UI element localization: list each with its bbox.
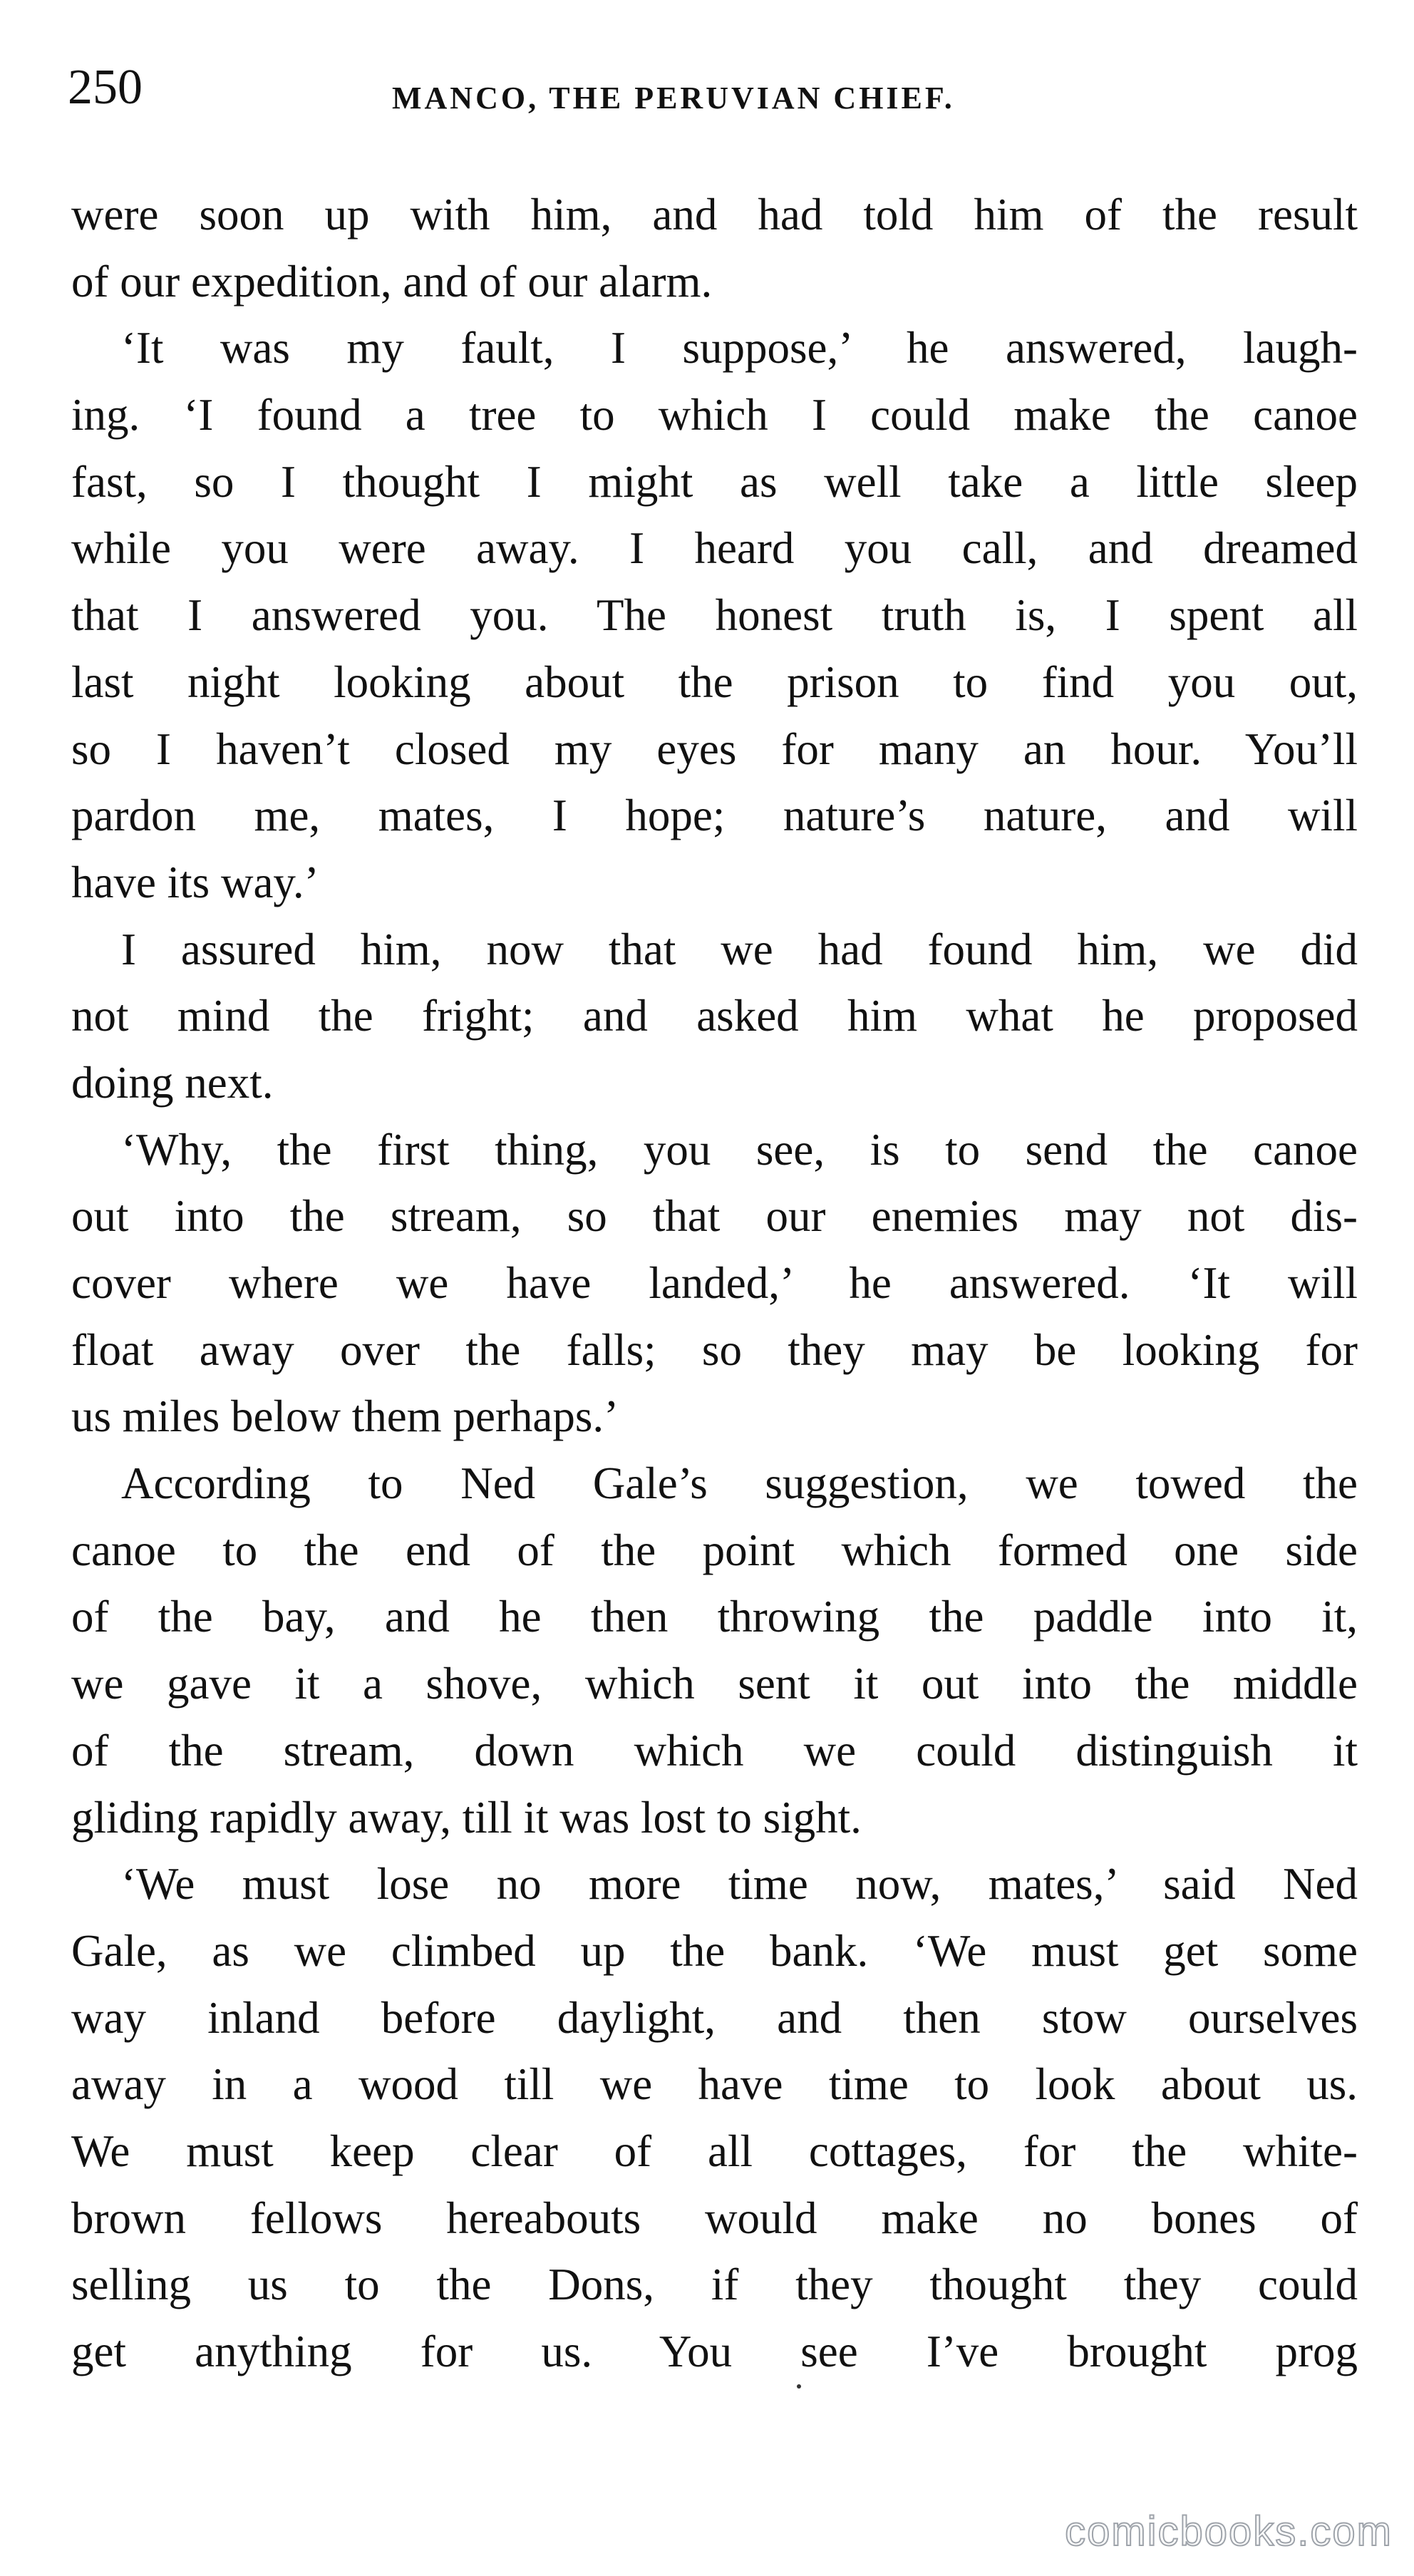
text-line: out into the stream, so that our enemies may not dis- [71,1191,1358,1242]
body-text [71,182,1358,2386]
text-line: I assured him, now that we had found him, we did [121,924,1358,974]
text-line: have its way.’ [71,857,319,907]
text-line: ‘Why, the first thing, you see, is to send the canoe [121,1124,1358,1175]
text-line: Gale, as we climbed up the bank. ‘We must get some [71,1925,1358,1976]
text-line: According to Ned Gale’s suggestion, we towed the [121,1458,1358,1509]
text-line: doing next. [71,1057,274,1108]
text-line: while you were away. I heard you call, and dreamed [71,523,1358,574]
text-line: us miles below them perhaps.’ [71,1391,619,1442]
text-line: were soon up with him, and had told him of the result [71,190,1358,239]
text-line: of our expedition, and of our alarm. [71,256,713,306]
text-line: We must keep clear of all cottages, for the white- [71,2126,1358,2176]
text-line: of the bay, and he then throwing the paddle into it, [71,1592,1358,1642]
ink-speck [797,2384,801,2389]
text-line: last night looking about the prison to find you out, [71,656,1358,707]
text-line: way inland before daylight, and then stow ourselves [71,1992,1358,2043]
text-line: float away over the falls; so they may be looking for [71,1324,1358,1375]
running-title: MANCO, THE PERUVIAN CHIEF. [392,81,955,115]
text-line: we gave it a shove, which sent it out into the middle [71,1659,1358,1709]
text-line: cover where we have landed,’ he answered. ‘It will [71,1258,1358,1308]
text-line: not mind the fright; and asked him what he proposed [71,991,1358,1041]
text-line: ‘It was my fault, I suppose,’ he answered, laugh- [121,323,1358,373]
text-line: brown fellows hereabouts would make no bones of [71,2193,1358,2243]
text-line: of the stream, down which we could distinguish it [71,1725,1358,1776]
text-line: ing. ‘I found a tree to which I could make the canoe [71,390,1358,441]
text-line: so I haven’t closed my eyes for many an hour. You’ll [71,723,1358,774]
text-line: canoe to the end of the point which formed one side [71,1525,1358,1575]
text-line: get anything for us. You see I’ve brought prog [71,2327,1358,2376]
text-line: selling us to the Dons, if they thought they could [71,2260,1358,2310]
text-line: gliding rapidly away, till it was lost to sight. [71,1792,862,1843]
text-line: away in a wood till we have time to look about us. [71,2059,1358,2110]
text-line: fast, so I thought I might as well take a little sleep [71,456,1358,507]
text-line: ‘We must lose no more time now, mates,’ said Ned [121,1859,1358,1910]
text-line: pardon me, mates, I hope; nature’s nature, and will [71,790,1358,841]
text-line: that I answered you. The honest truth is, I spent all [71,590,1358,641]
site-watermark: comicbooks.com [1065,2508,1393,2555]
page-number: 250 [68,60,143,115]
